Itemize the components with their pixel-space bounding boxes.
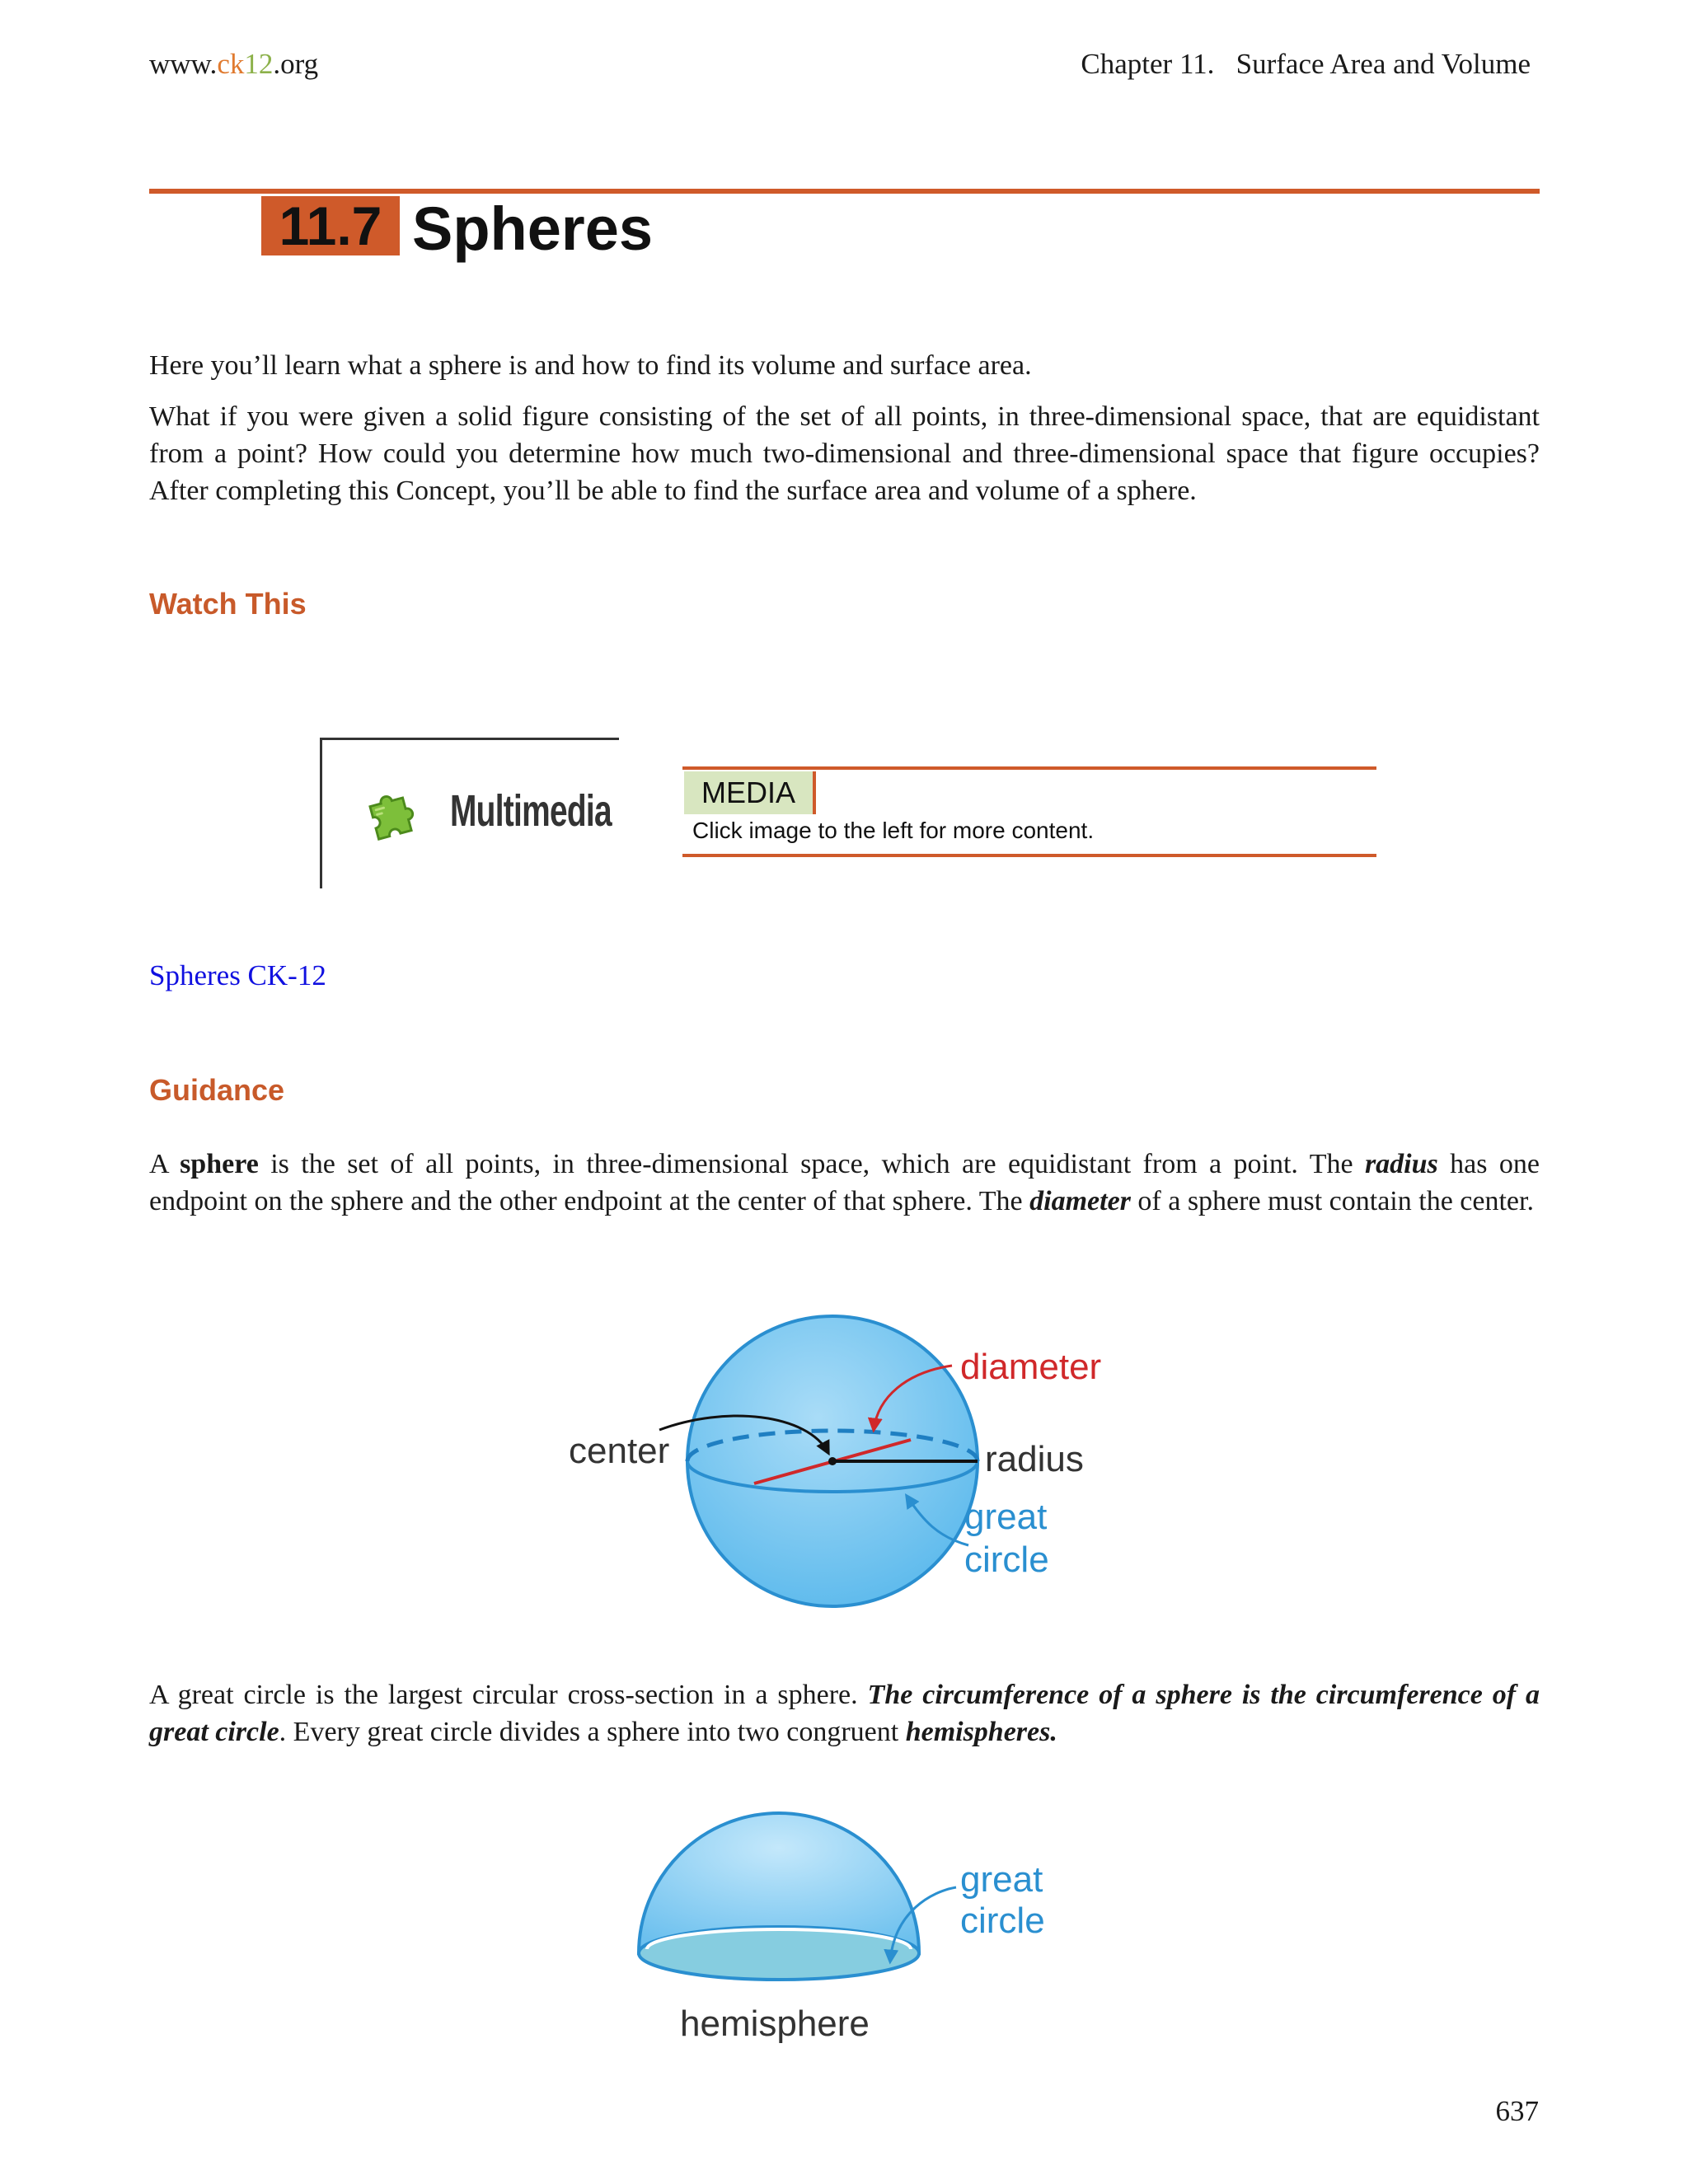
site-url-ck: ck (217, 48, 245, 80)
hemi-label-circle: circle (960, 1900, 1045, 1941)
label-hemisphere: hemisphere (680, 2004, 870, 2044)
center-point (828, 1457, 837, 1465)
label-center: center (569, 1431, 670, 1471)
text-run: of a sphere must contain the center. (1130, 1186, 1534, 1216)
term-diameter: diameter (1029, 1186, 1131, 1216)
sphere-definition-paragraph (149, 1146, 1540, 1220)
great-circle-paragraph (149, 1676, 1540, 1750)
intro-paragraph: Here you’ll learn what a sphere is and how to find its volume and surface area. (149, 350, 1032, 381)
media-tag: MEDIA (684, 771, 816, 814)
sphere-diagram (544, 1298, 1154, 1619)
text-run: . Every great circle divides a sphere into two congruent (279, 1717, 906, 1747)
site-url-suffix: .org (273, 48, 319, 80)
term-sphere: sphere (180, 1149, 259, 1179)
label-radius: radius (985, 1439, 1084, 1479)
label-great: great (964, 1497, 1048, 1537)
text-run: A great circle is the largest circular cross-section in a sphere. (149, 1680, 868, 1710)
site-url (149, 48, 318, 81)
what-if-paragraph: What if you were given a solid figure consisting of the set of all points, in three-dimensional space, that are equidistant from a point? How could you determine how much two-dimensional and three-dimensional space that figure occupies? After completing this Concept, you’ll be able to find the surface area and volume of a sphere. (149, 401, 1540, 506)
term-hemispheres: hemispheres. (905, 1717, 1057, 1747)
text-run: A (149, 1149, 181, 1179)
media-top-rule (682, 766, 1376, 770)
guidance-heading: Guidance (149, 1073, 285, 1107)
hemi-label-great: great (960, 1859, 1043, 1900)
title-rule (149, 189, 1540, 194)
media-callout (682, 766, 1376, 859)
page-number: 637 (1495, 2095, 1539, 2127)
watch-heading: Watch This (149, 587, 307, 621)
media-bottom-rule (682, 854, 1376, 857)
section-title: Spheres (412, 194, 654, 263)
puzzle-icon (362, 783, 426, 847)
section-number: 11.7 (261, 196, 400, 255)
spheres-video-link[interactable]: Spheres CK-12 (149, 959, 326, 991)
site-url-prefix: www. (149, 48, 218, 80)
chapter-header: Chapter 11. Surface Area and Volume (1081, 48, 1531, 80)
circumference-statement: The circumference of a sphere is the circumference of a great circle (149, 1680, 1540, 1747)
multimedia-label: Multimedia (450, 786, 612, 836)
multimedia-thumbnail[interactable] (320, 738, 619, 888)
text-run: is the set of all points, in three-dimensional space, which are equidistant from a point. The (258, 1149, 1365, 1179)
hemisphere-diagram (610, 1797, 1104, 2060)
term-radius: radius (1364, 1149, 1438, 1179)
label-diameter: diameter (960, 1347, 1102, 1387)
media-caption: Click image to the left for more content. (692, 818, 1095, 843)
text-run: has one endpoint on the sphere and the other endpoint at the center of that sphere. The (149, 1149, 1540, 1216)
site-url-12: 12 (244, 48, 274, 80)
label-circle: circle (964, 1540, 1049, 1580)
